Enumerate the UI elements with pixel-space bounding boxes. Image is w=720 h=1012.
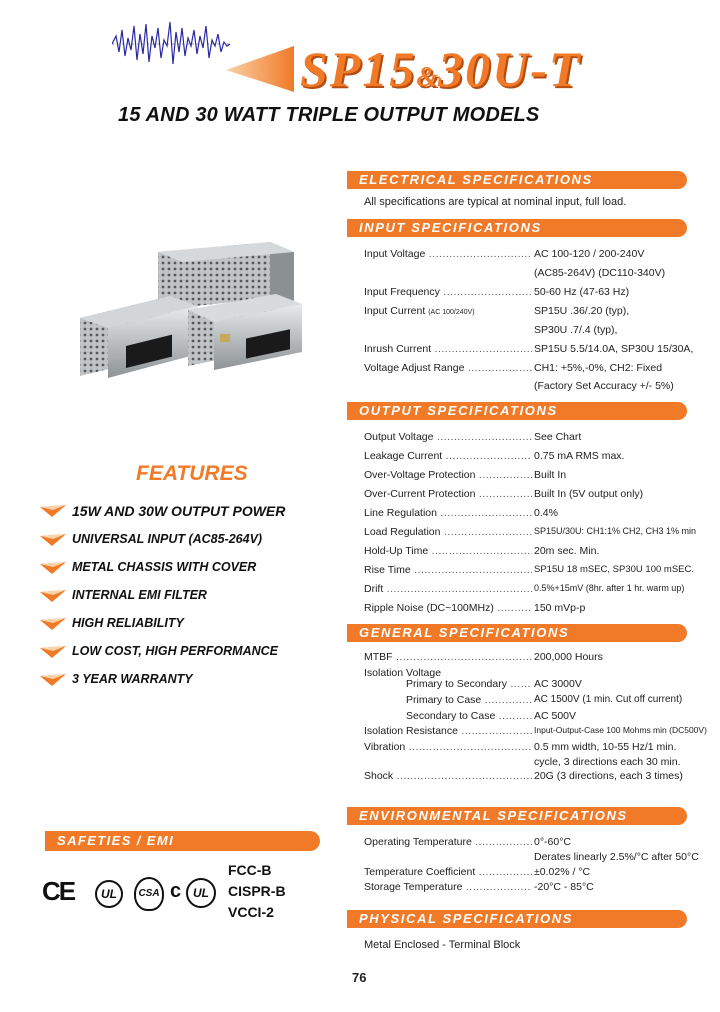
power-supply-product-image xyxy=(70,236,310,386)
orange-arrow-icon xyxy=(40,534,66,546)
orange-arrow-icon xyxy=(40,505,66,517)
c-mark-icon: c xyxy=(170,880,182,902)
product-subtitle: 15 AND 30 WATT TRIPLE OUTPUT MODELS xyxy=(118,104,540,126)
features-heading: FEATURES xyxy=(136,462,248,485)
orange-arrow-icon xyxy=(40,562,66,574)
electrical-specifications-heading: ELECTRICAL SPECIFICATIONS xyxy=(347,171,687,189)
input-specifications-heading: INPUT SPECIFICATIONS xyxy=(347,219,687,237)
physical-specifications-heading: PHYSICAL SPECIFICATIONS xyxy=(347,910,687,928)
operating-temperature-cont: Derates linearly 2.5%/°C after 50°C xyxy=(534,851,699,863)
orange-arrow-icon xyxy=(40,674,66,686)
cul-mark-icon: UL xyxy=(186,878,216,908)
general-specifications-heading: GENERAL SPECIFICATIONS xyxy=(347,624,687,642)
ul-mark-icon: UL xyxy=(95,880,123,908)
orange-arrow-icon xyxy=(40,618,66,630)
orange-arrow-icon xyxy=(40,646,66,658)
triangle-logo-icon xyxy=(224,44,296,94)
csa-mark-icon: CSA xyxy=(134,877,164,911)
cert-cispr: CISPR-B xyxy=(228,883,286,899)
environmental-specifications-heading: ENVIRONMENTAL SPECIFICATIONS xyxy=(347,807,687,825)
cert-vcci: VCCI-2 xyxy=(228,904,274,920)
waveform-logo-icon xyxy=(112,16,242,72)
physical-note: Metal Enclosed - Terminal Block xyxy=(364,939,521,951)
electrical-note: All specifications are typical at nominal input, full load. xyxy=(364,196,627,208)
output-specifications-heading: OUTPUT SPECIFICATIONS xyxy=(347,402,687,420)
input-voltage-cont: (AC85-264V) (DC110-340V) xyxy=(534,267,666,279)
voltage-adjust-cont: (Factory Set Accuracy +/- 5%) xyxy=(534,380,674,392)
product-title: SP15&30U-T xyxy=(300,41,582,97)
ce-mark-icon: CE xyxy=(42,876,75,906)
safeties-emi-heading: SAFETIES / EMI xyxy=(45,831,320,851)
page-number: 76 xyxy=(352,970,367,985)
vibration-cont: cycle, 3 directions each 30 min. xyxy=(534,756,681,768)
input-current-cont: SP30U .7/.4 (typ), xyxy=(534,324,618,336)
cert-fcc: FCC-B xyxy=(228,862,272,878)
orange-arrow-icon xyxy=(40,590,66,602)
